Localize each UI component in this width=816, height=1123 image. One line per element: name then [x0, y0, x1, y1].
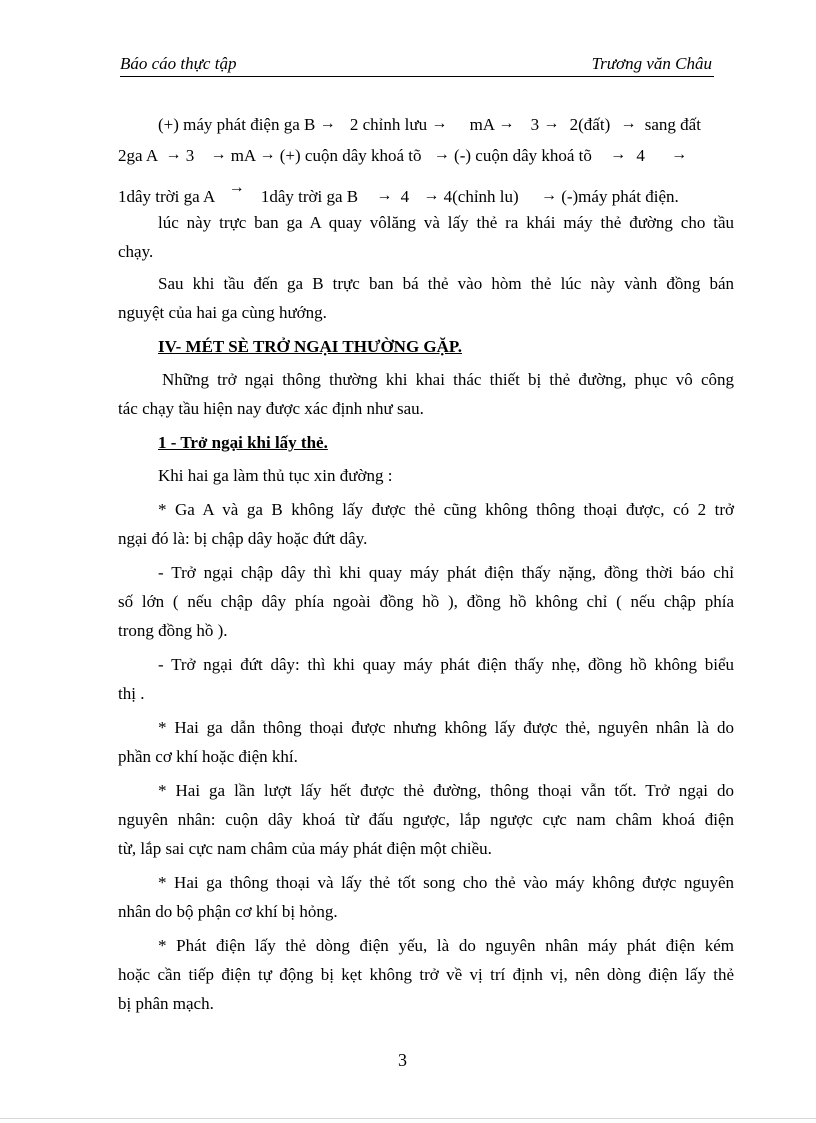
arrow-icon: → — [228, 179, 245, 196]
paragraph-line: * Hai ga dẫn thông thoại được nhưng không lấy được thẻ, nguyên nhân là do — [158, 718, 734, 737]
paragraph-line: nguyệt của hai ga cùng hướng. — [118, 303, 327, 322]
paragraph-line: từ, lắp sai cực nam châm của máy phát điện một chiều. — [118, 839, 492, 858]
paragraph-line: * Phát điện lấy thẻ dòng điện yếu, là do nguyên nhân máy phát điện kém — [158, 936, 734, 955]
paragraph-line: Sau khi tầu đến ga B trực ban bá thẻ vào hòm thẻ lúc này vành đồng bán — [158, 274, 734, 293]
paragraph-line: * Ga A và ga B không lấy được thẻ cũng không thông thoại được, có 2 trở — [158, 500, 734, 519]
flow-text: 4(chỉnh lu) — [443, 187, 519, 206]
paragraph-line: bị phân mạch. — [118, 994, 214, 1013]
arrow-icon: → — [423, 187, 440, 204]
arrow-icon: → — [671, 146, 688, 163]
flow-text: (+) cuộn dây khoá tõ — [279, 146, 422, 165]
flow-text: sang đất — [644, 115, 701, 134]
paragraph-line: Những trở ngại thông thường khi khai thác thiết bị thẻ đường, phục vô công — [162, 370, 734, 389]
arrow-icon: → — [431, 115, 448, 132]
arrow-icon: → — [376, 187, 393, 204]
flow-line-3 — [118, 180, 679, 210]
paragraph-line: nguyên nhân: cuộn dây khoá từ đấu ngược, lắp ngược cực nam châm khoá điện — [118, 810, 734, 829]
paragraph-line: thị . — [118, 684, 145, 703]
paragraph-line: phần cơ khí hoặc điện khí. — [118, 747, 298, 766]
flow-text: 4 — [400, 187, 410, 206]
paragraph-line: trong đồng hồ ). — [118, 621, 228, 640]
page-header — [120, 54, 714, 77]
arrow-icon: → — [498, 115, 515, 132]
arrow-icon: → — [210, 146, 227, 163]
flow-text: (+) máy phát điện ga B — [158, 115, 316, 134]
flow-text: 3 — [530, 115, 540, 134]
flow-text: (-) cuộn dây khoá tõ — [454, 146, 592, 165]
arrow-icon: → — [610, 146, 627, 163]
flow-line-1 — [158, 111, 734, 138]
flow-text: 4 — [636, 146, 645, 165]
arrow-icon: → — [319, 115, 336, 132]
paragraph-line: nhân do bộ phận cơ khí bị hỏng. — [118, 902, 338, 921]
arrow-icon: → — [165, 146, 182, 163]
paragraph-line: chạy. — [118, 242, 154, 261]
paragraph-line: số lớn ( nếu chập dây phía ngoài đồng hồ ), đồng hồ không chỉ ( nếu chập phía — [118, 592, 734, 611]
flow-text: 3 — [185, 146, 195, 165]
arrow-icon: → — [433, 146, 450, 163]
paragraph-line: hoặc cần tiếp điện tự động bị kẹt không trở về vị trí định vị, nên dòng điện lấy thẻ — [118, 965, 734, 984]
page-bottom-divider — [0, 1118, 816, 1119]
sub-heading: 1 - Trở ngại khi lấy thẻ. — [158, 433, 328, 452]
paragraph-line: * Hai ga thông thoại và lấy thẻ tốt song cho thẻ vào máy không được nguyên — [158, 873, 734, 892]
section-heading: IV- MÉT SÈ TRỞ NGẠI THƯỜNG GẶP. — [158, 337, 463, 356]
header-report-title: Báo cáo thực tập — [120, 54, 237, 73]
flow-text: (-)máy phát điện. — [561, 187, 679, 206]
flow-text: mA — [469, 115, 495, 134]
paragraph-line: lúc này trực ban ga A quay vôlăng và lấy thẻ ra khái máy thẻ đường cho tầu — [158, 213, 734, 232]
paragraph-line: * Hai ga lần lượt lấy hết được thẻ đường, thông thoại vẫn tốt. Trở ngại do — [158, 781, 734, 800]
flow-text: 2(đất) — [569, 115, 611, 134]
arrow-icon: → — [540, 187, 557, 204]
flow-text: mA — [230, 146, 256, 165]
page-number: 3 — [398, 1050, 407, 1070]
paragraph-line: - Trở ngại chập dây thì khi quay máy phát điện thấy nặng, đồng thời báo chỉ — [158, 563, 734, 582]
flow-text: 1dây trời ga B — [260, 187, 359, 206]
arrow-icon: → — [543, 115, 560, 132]
flow-line-2 — [118, 142, 687, 169]
arrow-icon: → — [620, 115, 637, 132]
paragraph-line: ngại đó là: bị chập dây hoặc đứt dây. — [118, 529, 368, 548]
flow-text: 2 chỉnh lưu — [349, 115, 428, 134]
paragraph-line: - Trở ngại đứt dây: thì khi quay máy phát điện thấy nhẹ, đồng hồ không biểu — [158, 655, 734, 674]
paragraph-line: Khi hai ga làm thủ tục xin đường : — [158, 466, 393, 485]
header-author: Trương văn Châu — [591, 54, 712, 73]
arrow-icon: → — [259, 146, 276, 163]
flow-text: 1dây trời ga A — [118, 187, 215, 206]
flow-text: 2ga A — [118, 146, 158, 165]
paragraph-line: tác chạy tầu hiện nay được xác định như sau. — [118, 399, 424, 418]
